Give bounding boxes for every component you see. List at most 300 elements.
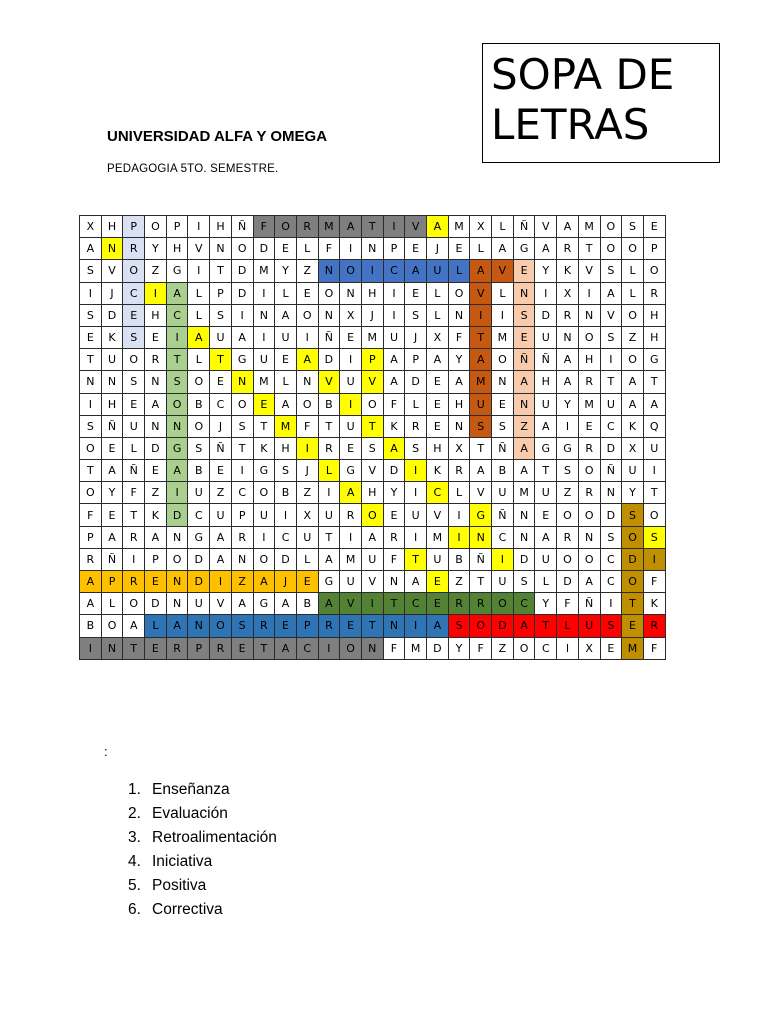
- grid-cell: N: [448, 415, 470, 437]
- title-line-2: LETRAS: [491, 100, 650, 149]
- grid-cell: E: [340, 326, 362, 348]
- grid-cell: L: [470, 238, 492, 260]
- grid-cell: C: [166, 304, 188, 326]
- grid-cell: E: [427, 371, 449, 393]
- grid-cell: I: [253, 526, 275, 548]
- grid-cell: X: [296, 504, 318, 526]
- grid-cell: X: [622, 437, 644, 459]
- grid-cell: U: [535, 326, 557, 348]
- grid-cell: Ñ: [101, 548, 123, 570]
- grid-cell: Y: [557, 393, 579, 415]
- grid-cell: O: [231, 238, 253, 260]
- grid-cell: C: [600, 548, 622, 570]
- grid-row: [80, 371, 666, 393]
- grid-row: [80, 504, 666, 526]
- grid-cell: M: [275, 415, 297, 437]
- grid-cell: V: [427, 504, 449, 526]
- grid-cell: T: [361, 615, 383, 637]
- grid-cell: C: [188, 504, 210, 526]
- grid-cell: Z: [210, 482, 232, 504]
- grid-cell: E: [296, 282, 318, 304]
- grid-cell: U: [535, 393, 557, 415]
- grid-cell: F: [383, 548, 405, 570]
- grid-cell: R: [643, 282, 665, 304]
- grid-cell: K: [101, 326, 123, 348]
- grid-cell: I: [166, 326, 188, 348]
- grid-cell: V: [361, 571, 383, 593]
- grid-row: [80, 437, 666, 459]
- grid-cell: P: [145, 548, 167, 570]
- grid-cell: S: [600, 615, 622, 637]
- grid-cell: Ñ: [492, 437, 514, 459]
- grid-cell: X: [448, 437, 470, 459]
- grid-cell: O: [123, 349, 145, 371]
- grid-cell: I: [296, 437, 318, 459]
- grid-cell: N: [361, 238, 383, 260]
- grid-row: [80, 216, 666, 238]
- grid-cell: I: [340, 349, 362, 371]
- grid-cell: F: [296, 415, 318, 437]
- grid-cell: T: [80, 349, 102, 371]
- grid-cell: X: [557, 282, 579, 304]
- grid-cell: M: [513, 482, 535, 504]
- grid-cell: D: [145, 437, 167, 459]
- grid-cell: M: [405, 637, 427, 659]
- grid-cell: N: [166, 526, 188, 548]
- grid-cell: E: [427, 571, 449, 593]
- grid-cell: R: [470, 593, 492, 615]
- grid-cell: A: [383, 437, 405, 459]
- grid-cell: S: [123, 326, 145, 348]
- grid-cell: A: [427, 349, 449, 371]
- grid-cell: S: [405, 304, 427, 326]
- grid-cell: R: [448, 593, 470, 615]
- grid-cell: N: [448, 304, 470, 326]
- grid-cell: E: [383, 504, 405, 526]
- grid-cell: D: [513, 548, 535, 570]
- grid-cell: O: [448, 282, 470, 304]
- grid-cell: F: [383, 393, 405, 415]
- grid-cell: E: [231, 637, 253, 659]
- grid-cell: L: [405, 393, 427, 415]
- grid-cell: O: [145, 216, 167, 238]
- grid-cell: Y: [275, 260, 297, 282]
- grid-cell: E: [340, 615, 362, 637]
- grid-cell: Ñ: [600, 460, 622, 482]
- grid-cell: A: [470, 349, 492, 371]
- grid-cell: I: [166, 482, 188, 504]
- grid-cell: O: [622, 526, 644, 548]
- grid-cell: O: [492, 349, 514, 371]
- grid-cell: D: [101, 304, 123, 326]
- grid-cell: N: [340, 282, 362, 304]
- grid-cell: O: [361, 504, 383, 526]
- grid-cell: R: [123, 238, 145, 260]
- grid-cell: T: [318, 526, 340, 548]
- grid-cell: D: [535, 304, 557, 326]
- grid-cell: I: [600, 593, 622, 615]
- grid-cell: L: [123, 437, 145, 459]
- title-box: [482, 43, 720, 163]
- grid-row: [80, 637, 666, 659]
- grid-cell: Ñ: [101, 415, 123, 437]
- grid-cell: I: [557, 415, 579, 437]
- grid-cell: T: [535, 460, 557, 482]
- item-text: Iniciativa: [152, 853, 213, 870]
- grid-cell: A: [101, 460, 123, 482]
- list-item: [128, 850, 277, 874]
- grid-cell: X: [578, 637, 600, 659]
- grid-cell: O: [492, 593, 514, 615]
- grid-cell: A: [210, 548, 232, 570]
- grid-cell: H: [448, 393, 470, 415]
- grid-cell: U: [427, 548, 449, 570]
- grid-cell: U: [643, 437, 665, 459]
- grid-cell: F: [318, 238, 340, 260]
- grid-row: [80, 548, 666, 570]
- grid-cell: B: [188, 393, 210, 415]
- grid-cell: V: [210, 593, 232, 615]
- grid-cell: L: [448, 482, 470, 504]
- grid-cell: O: [622, 571, 644, 593]
- grid-cell: Z: [145, 260, 167, 282]
- grid-cell: E: [275, 615, 297, 637]
- grid-cell: L: [188, 282, 210, 304]
- grid-cell: O: [253, 548, 275, 570]
- grid-cell: N: [101, 637, 123, 659]
- grid-cell: I: [643, 460, 665, 482]
- grid-cell: G: [166, 260, 188, 282]
- grid-cell: S: [188, 437, 210, 459]
- grid-cell: V: [101, 260, 123, 282]
- grid-cell: B: [188, 460, 210, 482]
- grid-cell: P: [188, 637, 210, 659]
- grid-cell: Y: [145, 238, 167, 260]
- grid-cell: C: [123, 282, 145, 304]
- grid-cell: F: [470, 637, 492, 659]
- grid-cell: A: [275, 593, 297, 615]
- grid-cell: G: [535, 437, 557, 459]
- grid-cell: E: [578, 415, 600, 437]
- grid-cell: A: [492, 238, 514, 260]
- grid-cell: Z: [448, 571, 470, 593]
- grid-cell: E: [275, 349, 297, 371]
- grid-cell: E: [513, 260, 535, 282]
- grid-cell: E: [405, 282, 427, 304]
- grid-cell: Ñ: [318, 326, 340, 348]
- grid-cell: R: [557, 526, 579, 548]
- grid-cell: A: [340, 216, 362, 238]
- grid-cell: P: [123, 216, 145, 238]
- grid-cell: F: [383, 637, 405, 659]
- grid-cell: R: [578, 482, 600, 504]
- grid-cell: Y: [622, 482, 644, 504]
- grid-cell: A: [275, 393, 297, 415]
- grid-cell: S: [448, 615, 470, 637]
- grid-row: [80, 238, 666, 260]
- grid-cell: A: [405, 571, 427, 593]
- grid-cell: I: [145, 282, 167, 304]
- grid-cell: I: [296, 326, 318, 348]
- grid-cell: H: [101, 393, 123, 415]
- grid-cell: S: [80, 260, 102, 282]
- grid-cell: P: [383, 238, 405, 260]
- grid-cell: R: [578, 371, 600, 393]
- grid-cell: D: [166, 504, 188, 526]
- grid-cell: H: [578, 349, 600, 371]
- grid-cell: E: [296, 571, 318, 593]
- grid-cell: O: [361, 393, 383, 415]
- grid-cell: Z: [492, 637, 514, 659]
- grid-cell: C: [427, 482, 449, 504]
- grid-cell: I: [275, 504, 297, 526]
- list-item: [128, 802, 277, 826]
- grid-cell: U: [318, 504, 340, 526]
- grid-cell: I: [210, 571, 232, 593]
- grid-cell: E: [145, 637, 167, 659]
- grid-cell: T: [600, 371, 622, 393]
- grid-cell: E: [275, 238, 297, 260]
- grid-cell: L: [492, 216, 514, 238]
- grid-cell: O: [340, 260, 362, 282]
- grid-cell: D: [231, 260, 253, 282]
- grid-cell: U: [535, 482, 557, 504]
- grid-cell: E: [145, 326, 167, 348]
- grid-cell: E: [600, 637, 622, 659]
- grid-cell: D: [318, 349, 340, 371]
- grid-cell: O: [253, 482, 275, 504]
- grid-cell: A: [557, 371, 579, 393]
- grid-cell: V: [318, 371, 340, 393]
- grid-cell: R: [643, 615, 665, 637]
- grid-cell: A: [145, 526, 167, 548]
- grid-cell: M: [622, 637, 644, 659]
- grid-cell: L: [535, 571, 557, 593]
- grid-cell: I: [448, 526, 470, 548]
- grid-cell: C: [600, 571, 622, 593]
- grid-cell: V: [470, 482, 492, 504]
- grid-cell: T: [123, 637, 145, 659]
- grid-cell: M: [253, 371, 275, 393]
- grid-cell: I: [123, 548, 145, 570]
- grid-cell: G: [253, 460, 275, 482]
- grid-cell: D: [600, 437, 622, 459]
- grid-cell: O: [622, 349, 644, 371]
- grid-cell: I: [318, 482, 340, 504]
- grid-cell: E: [448, 238, 470, 260]
- grid-cell: U: [361, 548, 383, 570]
- grid-cell: T: [470, 326, 492, 348]
- grid-cell: A: [535, 238, 557, 260]
- grid-cell: A: [535, 415, 557, 437]
- grid-cell: A: [470, 260, 492, 282]
- grid-cell: C: [231, 482, 253, 504]
- grid-cell: N: [513, 393, 535, 415]
- list-colon: :: [104, 744, 108, 759]
- grid-cell: N: [231, 371, 253, 393]
- grid-cell: T: [643, 482, 665, 504]
- grid-cell: A: [513, 437, 535, 459]
- grid-cell: U: [383, 326, 405, 348]
- grid-cell: U: [123, 415, 145, 437]
- grid-cell: I: [340, 526, 362, 548]
- grid-cell: R: [578, 437, 600, 459]
- university-name: UNIVERSIDAD ALFA Y OMEGA: [107, 128, 328, 145]
- grid-cell: A: [101, 526, 123, 548]
- grid-cell: E: [535, 504, 557, 526]
- grid-cell: U: [340, 571, 362, 593]
- grid-cell: D: [253, 238, 275, 260]
- grid-cell: O: [123, 260, 145, 282]
- grid-cell: O: [600, 238, 622, 260]
- grid-cell: S: [513, 304, 535, 326]
- grid-cell: L: [296, 548, 318, 570]
- grid-cell: H: [427, 437, 449, 459]
- grid-cell: L: [427, 304, 449, 326]
- grid-cell: I: [405, 482, 427, 504]
- grid-cell: I: [383, 216, 405, 238]
- grid-cell: K: [145, 504, 167, 526]
- grid-cell: R: [318, 615, 340, 637]
- grid-cell: O: [275, 216, 297, 238]
- grid-cell: Z: [513, 415, 535, 437]
- grid-cell: D: [492, 615, 514, 637]
- grid-cell: D: [188, 571, 210, 593]
- grid-cell: I: [80, 393, 102, 415]
- grid-cell: K: [622, 415, 644, 437]
- grid-cell: O: [123, 593, 145, 615]
- grid-cell: S: [231, 615, 253, 637]
- grid-cell: R: [318, 437, 340, 459]
- grid-cell: A: [123, 615, 145, 637]
- grid-cell: E: [622, 615, 644, 637]
- grid-cell: A: [535, 526, 557, 548]
- grid-cell: N: [318, 260, 340, 282]
- grid-cell: C: [600, 415, 622, 437]
- item-text: Retroalimentación: [152, 829, 277, 846]
- grid-cell: A: [557, 349, 579, 371]
- grid-cell: A: [275, 304, 297, 326]
- grid-cell: I: [188, 216, 210, 238]
- grid-cell: O: [188, 415, 210, 437]
- grid-cell: A: [253, 571, 275, 593]
- title-line-1: SOPA DE: [491, 50, 675, 99]
- grid-cell: G: [557, 437, 579, 459]
- item-text: Evaluación: [152, 805, 228, 822]
- grid-cell: B: [492, 460, 514, 482]
- grid-cell: U: [492, 482, 514, 504]
- grid-cell: A: [643, 393, 665, 415]
- grid-cell: A: [622, 371, 644, 393]
- grid-cell: A: [188, 326, 210, 348]
- grid-cell: M: [253, 260, 275, 282]
- grid-cell: M: [578, 393, 600, 415]
- grid-cell: I: [383, 304, 405, 326]
- grid-cell: E: [210, 460, 232, 482]
- grid-cell: Z: [296, 260, 318, 282]
- list-item: [128, 898, 277, 922]
- grid-cell: P: [643, 238, 665, 260]
- grid-cell: L: [188, 349, 210, 371]
- grid-cell: T: [253, 637, 275, 659]
- grid-cell: O: [166, 393, 188, 415]
- grid-cell: I: [231, 460, 253, 482]
- grid-row: [80, 326, 666, 348]
- grid-cell: J: [405, 326, 427, 348]
- grid-cell: F: [643, 637, 665, 659]
- grid-cell: T: [535, 615, 557, 637]
- grid-cell: R: [123, 526, 145, 548]
- grid-cell: I: [383, 282, 405, 304]
- grid-cell: R: [166, 637, 188, 659]
- grid-cell: O: [340, 637, 362, 659]
- grid-cell: L: [275, 371, 297, 393]
- grid-cell: B: [275, 482, 297, 504]
- grid-cell: E: [145, 571, 167, 593]
- grid-cell: I: [188, 260, 210, 282]
- grid-cell: H: [535, 371, 557, 393]
- grid-cell: O: [231, 393, 253, 415]
- grid-cell: X: [80, 216, 102, 238]
- grid-cell: S: [622, 504, 644, 526]
- grid-cell: P: [296, 615, 318, 637]
- course-subtitle: PEDAGOGIA 5TO. SEMESTRE.: [107, 163, 279, 175]
- grid-cell: O: [296, 304, 318, 326]
- grid-cell: A: [80, 571, 102, 593]
- grid-cell: U: [188, 482, 210, 504]
- grid-cell: M: [470, 371, 492, 393]
- grid-cell: T: [361, 216, 383, 238]
- grid-cell: F: [557, 593, 579, 615]
- grid-cell: O: [557, 548, 579, 570]
- grid-cell: I: [578, 282, 600, 304]
- grid-cell: N: [253, 304, 275, 326]
- grid-cell: O: [80, 437, 102, 459]
- grid-cell: A: [578, 571, 600, 593]
- grid-cell: O: [578, 460, 600, 482]
- grid-cell: A: [513, 460, 535, 482]
- grid-cell: R: [210, 637, 232, 659]
- grid-cell: T: [253, 415, 275, 437]
- grid-cell: G: [513, 238, 535, 260]
- grid-cell: E: [405, 238, 427, 260]
- grid-cell: L: [557, 615, 579, 637]
- grid-cell: V: [188, 238, 210, 260]
- grid-row: [80, 526, 666, 548]
- grid-cell: O: [643, 504, 665, 526]
- grid-cell: I: [361, 260, 383, 282]
- grid-cell: L: [448, 260, 470, 282]
- grid-cell: V: [405, 216, 427, 238]
- grid-cell: U: [101, 349, 123, 371]
- grid-cell: K: [557, 260, 579, 282]
- grid-cell: M: [492, 326, 514, 348]
- grid-cell: S: [513, 571, 535, 593]
- grid-cell: S: [210, 304, 232, 326]
- grid-cell: U: [210, 326, 232, 348]
- grid-cell: T: [470, 571, 492, 593]
- grid-cell: A: [145, 393, 167, 415]
- list-item: [128, 778, 277, 802]
- grid-cell: R: [557, 238, 579, 260]
- grid-cell: R: [145, 349, 167, 371]
- grid-cell: Z: [231, 571, 253, 593]
- grid-cell: Z: [622, 326, 644, 348]
- grid-cell: O: [318, 282, 340, 304]
- grid-cell: Y: [101, 482, 123, 504]
- grid-cell: S: [492, 415, 514, 437]
- grid-cell: R: [80, 548, 102, 570]
